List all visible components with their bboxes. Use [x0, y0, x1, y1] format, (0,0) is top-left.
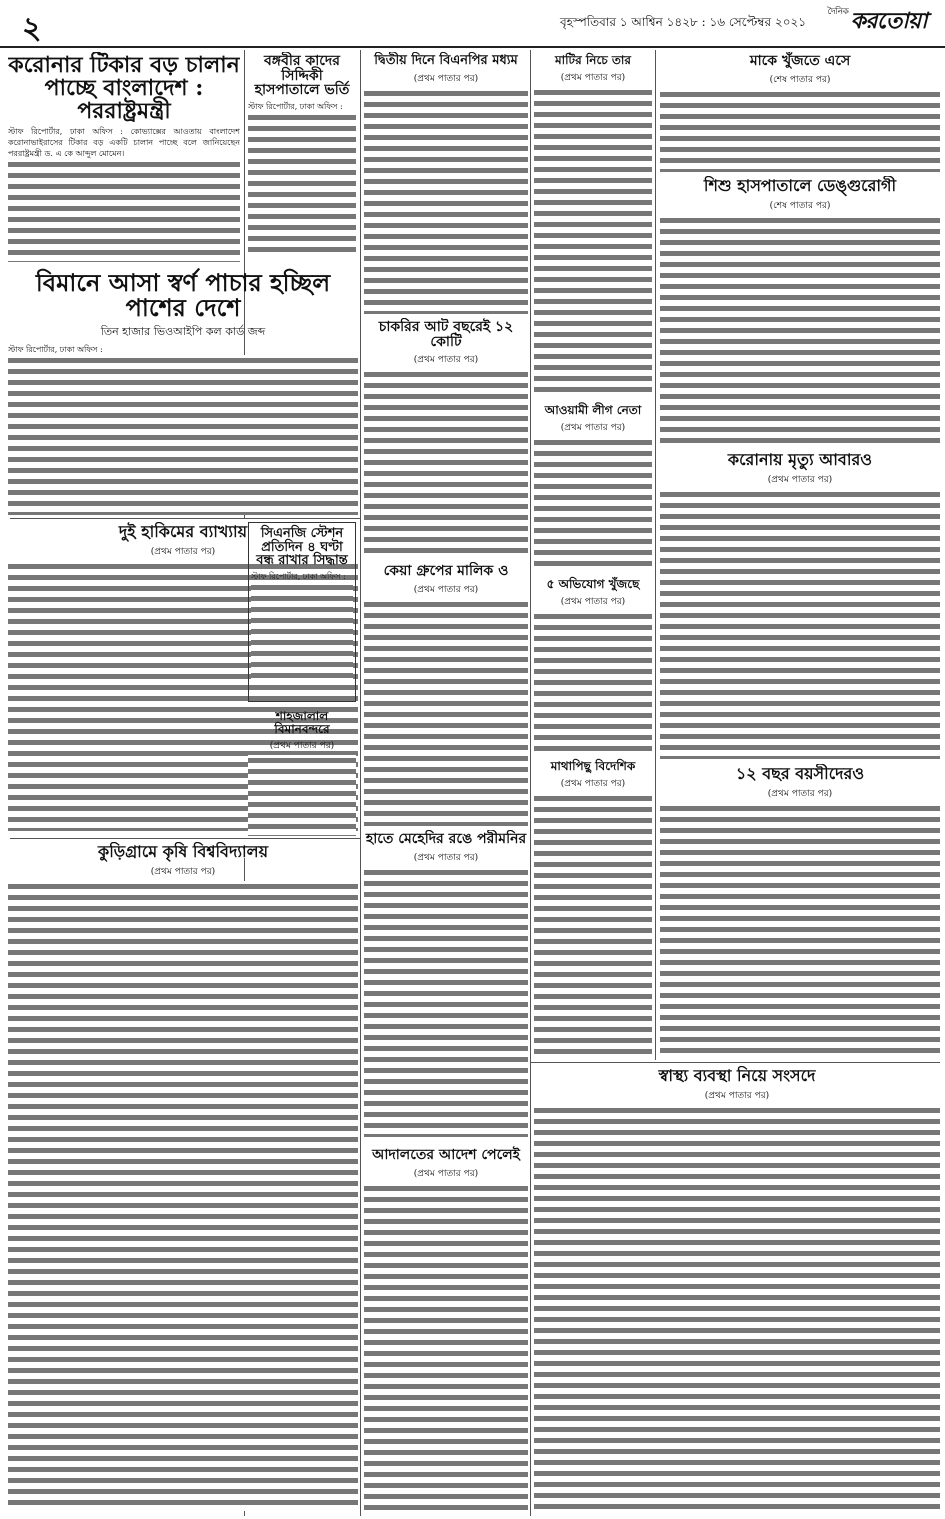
- continued-label: (প্রথম পাতার পর): [269, 741, 335, 752]
- headline: ৫ অভিযোগ খুঁজছে: [546, 577, 640, 591]
- story-keya: [364, 562, 528, 826]
- headline: বঙ্গবীর কাদের সিদ্দিকী হাসপাতালে ভর্তি: [254, 53, 350, 99]
- story-cable: [534, 52, 652, 398]
- story-body: [534, 611, 652, 754]
- story-cng: [248, 522, 356, 702]
- headline: বিমানে আসা স্বর্ণ পাচার হচ্ছিল পাশের দেশে: [35, 268, 331, 323]
- story-health-parliament: [534, 1066, 940, 1514]
- continued-label: (প্রথম পাতার পর): [413, 355, 479, 366]
- story-shahjalal: [248, 708, 356, 836]
- story-gold: [8, 268, 358, 516]
- story-body: [534, 87, 652, 398]
- column-rule: [530, 50, 531, 1516]
- headline: চাকরির আট বছরেই ১২ কোটি: [378, 319, 514, 350]
- story-body: [8, 355, 358, 515]
- story-body: [660, 489, 940, 759]
- story-body: [248, 755, 356, 836]
- headline: করোনায় মৃত্যু আবারও: [727, 450, 873, 469]
- story-body: [534, 793, 652, 1058]
- story-body: [364, 369, 528, 558]
- headline: মাকে খুঁজতে এসে: [749, 53, 851, 69]
- story-court: [364, 1146, 528, 1514]
- continued-label: (প্রথম পাতার পর): [767, 788, 833, 799]
- column-rule: [655, 50, 656, 1060]
- masthead-title: করতোয়া: [850, 8, 927, 34]
- continued-label: (প্রথম পাতার পর): [413, 1168, 479, 1179]
- column-rule: [360, 50, 361, 1516]
- dateline: বৃহস্পতিবার ১ আশ্বিন ১৪২৮ : ১৬ সেপ্টেম্বর ২০২১: [560, 15, 807, 29]
- continued-label: (প্রথম পাতার পর): [413, 73, 479, 84]
- section-rule: [530, 1062, 940, 1063]
- continued-label: (প্রথম পাতার পর): [704, 1090, 770, 1101]
- story-bnp: [364, 52, 528, 314]
- headline: আদালতের আদেশ পেলেই: [372, 1147, 520, 1163]
- continued-label: (প্রথম পাতার পর): [560, 778, 626, 789]
- story-12-years: [660, 764, 940, 1058]
- headline: মাথাপিছু বিদেশিক: [550, 759, 636, 773]
- headline: শাহজালাল বিমানবন্দরে: [274, 709, 330, 736]
- headline: স্বাস্থ্য ব্যবস্থা নিয়ে সংসদে: [658, 1066, 816, 1085]
- story-lead: স্টাফ রিপোর্টার, ঢাকা অফিস :: [248, 102, 343, 112]
- headline: হাতে মেহেদির রঙে পরীমনির: [365, 831, 527, 847]
- headline: মাটির নিচে তার: [554, 53, 632, 67]
- headline: কেয়া গ্রুপের মালিক ও: [383, 563, 509, 579]
- continued-label: (শেষ পাতার পর): [769, 74, 831, 85]
- story-vaccine: [8, 52, 240, 262]
- continued-label: (প্রথম পাতার পর): [560, 422, 626, 433]
- story-per-capita: [534, 758, 652, 1058]
- kicker: তিন হাজার ভিওআইপি কল কার্ড জব্দ: [100, 325, 266, 339]
- headline: দুই হাকিমের ব্যাখ্যায়: [118, 522, 248, 541]
- story-porimoni: [364, 830, 528, 1142]
- masthead-small: দৈনিক: [827, 7, 849, 17]
- continued-label: (প্রথম পাতার পর): [560, 72, 626, 83]
- story-body: [660, 215, 940, 446]
- headline: আওয়ামী লীগ নেতা: [544, 403, 642, 417]
- story-5-allegations: [534, 576, 652, 754]
- story-body: [364, 88, 528, 314]
- story-body: [534, 1105, 940, 1514]
- story-lead: স্টাফ রিপোর্টার, ঢাকা অফিস :: [8, 345, 103, 355]
- story-body: [8, 881, 358, 1511]
- page-number: ২: [22, 11, 42, 46]
- story-body: [364, 599, 528, 826]
- continued-label: (প্রথম পাতার পর): [150, 546, 216, 557]
- headline: শিশু হাসপাতালে ডেঙ্গুরোগী: [703, 176, 897, 195]
- continued-label: (প্রথম পাতার পর): [767, 474, 833, 485]
- headline: করোনার টিকার বড় চালান পাচ্ছে বাংলাদেশ : পররাষ্ট্রমন্ত্রী: [8, 52, 240, 125]
- story-body: [660, 89, 940, 172]
- headline: দ্বিতীয় দিনে বিএনপির মধ্যম: [374, 53, 518, 68]
- continued-label: (প্রথম পাতার পর): [413, 584, 479, 595]
- masthead: [827, 4, 927, 41]
- story-lead: স্টাফ রিপোর্টার, ঢাকা অফিস : কোভ্যাক্সের আওতায় বাংলাদেশ করোনাভাইরাসের টিকার বড় একটি চালান পাচ্ছে বলে জানিয়েছেন পররাষ্ট্রমন্ত্রী ড. এ কে আব্দুল মোমেন।: [8, 127, 240, 159]
- continued-label: (প্রথম পাতার পর): [413, 852, 479, 863]
- story-lead: স্টাফ রিপোর্টার, ঢাকা অফিস :: [251, 571, 346, 581]
- continued-label: (শেষ পাতার পর): [769, 200, 831, 211]
- story-dengue: [660, 176, 940, 446]
- section-rule: [10, 518, 360, 519]
- story-body: [660, 803, 940, 1058]
- story-kader: [248, 52, 356, 266]
- story-mother: [660, 52, 940, 172]
- headline: সিএনজি স্টেশন প্রতিদিন ৪ ঘণ্টা বন্ধ রাখার সিদ্ধান্ত: [256, 526, 348, 569]
- story-body: [8, 159, 240, 262]
- story-covid-deaths: [660, 450, 940, 760]
- continued-label: (প্রথম পাতার পর): [150, 866, 216, 877]
- story-body: [534, 437, 652, 572]
- headline: কুড়িগ্রামে কৃষি বিশ্ববিদ্যালয়: [98, 842, 268, 861]
- story-12-crore: [364, 318, 528, 558]
- story-body: [364, 867, 528, 1137]
- section-rule: [10, 838, 360, 839]
- story-body: [248, 112, 356, 252]
- continued-label: (প্রথম পাতার পর): [560, 596, 626, 607]
- headline: ১২ বছর বয়সীদেরও: [735, 764, 865, 783]
- story-body: [364, 1183, 528, 1513]
- story-al-leader: [534, 402, 652, 572]
- story-body: [251, 582, 353, 682]
- story-kurigram: [8, 842, 358, 1514]
- page-header: [0, 0, 945, 48]
